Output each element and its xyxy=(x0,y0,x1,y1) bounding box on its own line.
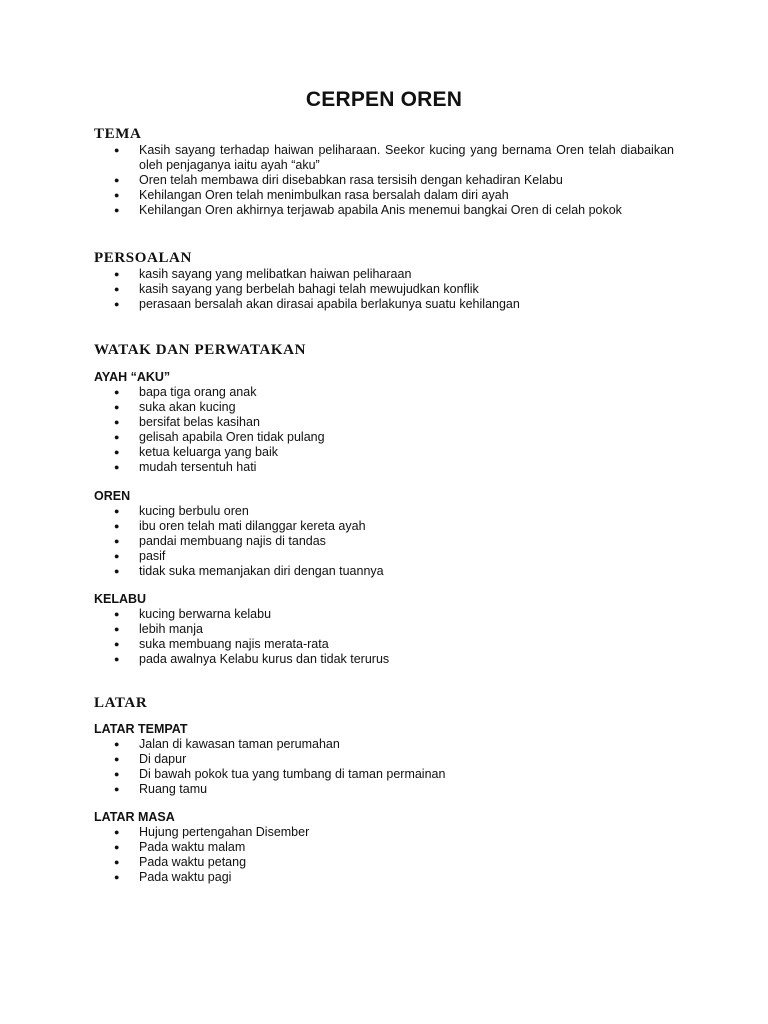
section-persoalan xyxy=(94,249,674,312)
subsection-latar-tempat xyxy=(94,721,674,797)
list-item-text: Hujung pertengahan Disember xyxy=(139,825,310,839)
list-item-text: bapa tiga orang anak xyxy=(139,385,257,399)
list-item xyxy=(94,188,674,203)
list-item-text: kasih sayang yang melibatkan haiwan peliharaan xyxy=(139,267,412,281)
list-item-text: pandai membuang najis di tandas xyxy=(139,534,326,548)
list-item-text: ibu oren telah mati dilanggar kereta ayah xyxy=(139,519,366,533)
bullet-icon: ● xyxy=(114,284,120,294)
list-item xyxy=(94,504,674,519)
bullet-icon: ● xyxy=(114,842,120,852)
list-item xyxy=(94,840,674,855)
bullet-icon: ● xyxy=(114,827,120,837)
list-item xyxy=(94,782,674,797)
list-item xyxy=(94,445,674,460)
list-item xyxy=(94,637,674,652)
list-item-text: Pada waktu malam xyxy=(139,840,246,854)
list-item xyxy=(94,267,674,282)
list-item-text: gelisah apabila Oren tidak pulang xyxy=(139,430,325,444)
bullet-icon: ● xyxy=(114,624,120,634)
list-item xyxy=(94,460,674,475)
bullet-icon: ● xyxy=(114,769,120,779)
section-heading-watak: WATAK DAN PERWATAKAN xyxy=(94,342,307,358)
bullet-icon: ● xyxy=(114,609,120,619)
list-item-text: Jalan di kawasan taman perumahan xyxy=(139,737,340,751)
sub-heading-oren: OREN xyxy=(94,489,131,503)
list-item-text: ketua keluarga yang baik xyxy=(139,445,278,459)
bullet-icon: ● xyxy=(114,639,120,649)
bullet-icon: ● xyxy=(114,402,120,412)
section-watak xyxy=(94,341,674,667)
list-item xyxy=(94,534,674,549)
list-item xyxy=(94,652,674,667)
section-heading-latar: LATAR xyxy=(94,695,148,711)
list-item-text: Pada waktu pagi xyxy=(139,870,232,884)
bullet-icon: ● xyxy=(114,190,120,200)
bullet-icon: ● xyxy=(114,447,120,457)
tema-list xyxy=(94,143,674,218)
bullet-icon: ● xyxy=(114,506,120,516)
sub-heading-latar-tempat: LATAR TEMPAT xyxy=(94,722,188,736)
persoalan-list xyxy=(94,267,674,312)
list-item-text: suka membuang najis merata-rata xyxy=(139,637,329,651)
section-heading-persoalan: PERSOALAN xyxy=(94,250,192,266)
list-item-text: suka akan kucing xyxy=(139,400,236,414)
list-item-text: Kasih sayang terhadap haiwan peliharaan. Seekor kucing yang bernama Oren telah diabaikan oleh penjaganya iaitu ayah “aku” xyxy=(139,143,674,172)
bullet-icon: ● xyxy=(114,387,120,397)
list-item-text: Di bawah pokok tua yang tumbang di taman permainan xyxy=(139,767,446,781)
list-item-text: kucing berwarna kelabu xyxy=(139,607,272,621)
list-item xyxy=(94,870,674,885)
list-item xyxy=(94,385,674,400)
bullet-icon: ● xyxy=(114,417,120,427)
oren-list xyxy=(94,504,674,579)
bullet-icon: ● xyxy=(114,739,120,749)
list-item xyxy=(94,173,674,188)
bullet-icon: ● xyxy=(114,205,120,215)
list-item xyxy=(94,297,674,312)
bullet-icon: ● xyxy=(114,145,120,155)
list-item xyxy=(94,607,674,622)
list-item-text: Kehilangan Oren telah menimbulkan rasa bersalah dalam diri ayah xyxy=(139,188,509,202)
bullet-icon: ● xyxy=(114,857,120,867)
bullet-icon: ● xyxy=(114,269,120,279)
list-item-text: kasih sayang yang berbelah bahagi telah mewujudkan konflik xyxy=(139,282,479,296)
list-item xyxy=(94,143,674,173)
bullet-icon: ● xyxy=(114,536,120,546)
sub-heading-latar-masa: LATAR MASA xyxy=(94,810,175,824)
list-item xyxy=(94,564,674,579)
list-item xyxy=(94,519,674,534)
section-latar xyxy=(94,694,674,885)
subsection-oren xyxy=(94,488,674,579)
document-title: CERPEN OREN xyxy=(305,88,463,111)
subsection-latar-masa xyxy=(94,809,674,885)
section-heading-tema: TEMA xyxy=(94,126,142,142)
bullet-icon: ● xyxy=(114,299,120,309)
bullet-icon: ● xyxy=(114,784,120,794)
bullet-icon: ● xyxy=(114,432,120,442)
latar-tempat-list xyxy=(94,737,674,797)
subsection-ayah xyxy=(94,369,674,475)
list-item-text: perasaan bersalah akan dirasai apabila berlakunya suatu kehilangan xyxy=(139,297,520,311)
list-item xyxy=(94,855,674,870)
list-item xyxy=(94,767,674,782)
bullet-icon: ● xyxy=(114,551,120,561)
bullet-icon: ● xyxy=(114,654,120,664)
list-item-text: Pada waktu petang xyxy=(139,855,247,869)
list-item xyxy=(94,430,674,445)
section-tema xyxy=(94,125,674,218)
list-item-text: Oren telah membawa diri disebabkan rasa tersisih dengan kehadiran Kelabu xyxy=(139,173,563,187)
list-item-text: pasif xyxy=(139,549,166,563)
list-item xyxy=(94,737,674,752)
list-item-text: mudah tersentuh hati xyxy=(139,460,257,474)
bullet-icon: ● xyxy=(114,872,120,882)
list-item-text: Kehilangan Oren akhirnya terjawab apabila Anis menemui bangkai Oren di celah pokok xyxy=(139,203,622,217)
list-item-text: bersifat belas kasihan xyxy=(139,415,260,429)
list-item xyxy=(94,549,674,564)
ayah-list xyxy=(94,385,674,475)
bullet-icon: ● xyxy=(114,566,120,576)
bullet-icon: ● xyxy=(114,754,120,764)
list-item-text: Di dapur xyxy=(139,752,187,766)
list-item xyxy=(94,752,674,767)
list-item xyxy=(94,203,674,218)
list-item xyxy=(94,825,674,840)
latar-masa-list xyxy=(94,825,674,885)
list-item xyxy=(94,415,674,430)
bullet-icon: ● xyxy=(114,175,120,185)
kelabu-list xyxy=(94,607,674,667)
list-item-text: tidak suka memanjakan diri dengan tuannya xyxy=(139,564,384,578)
sub-heading-ayah: AYAH “AKU” xyxy=(94,370,171,384)
list-item xyxy=(94,400,674,415)
list-item-text: lebih manja xyxy=(139,622,203,636)
list-item-text: pada awalnya Kelabu kurus dan tidak terurus xyxy=(139,652,390,666)
list-item xyxy=(94,282,674,297)
bullet-icon: ● xyxy=(114,462,120,472)
document-content xyxy=(94,125,674,885)
bullet-icon: ● xyxy=(114,521,120,531)
sub-heading-kelabu: KELABU xyxy=(94,592,147,606)
subsection-kelabu xyxy=(94,591,674,667)
list-item-text: kucing berbulu oren xyxy=(139,504,249,518)
list-item-text: Ruang tamu xyxy=(139,782,208,796)
list-item xyxy=(94,622,674,637)
